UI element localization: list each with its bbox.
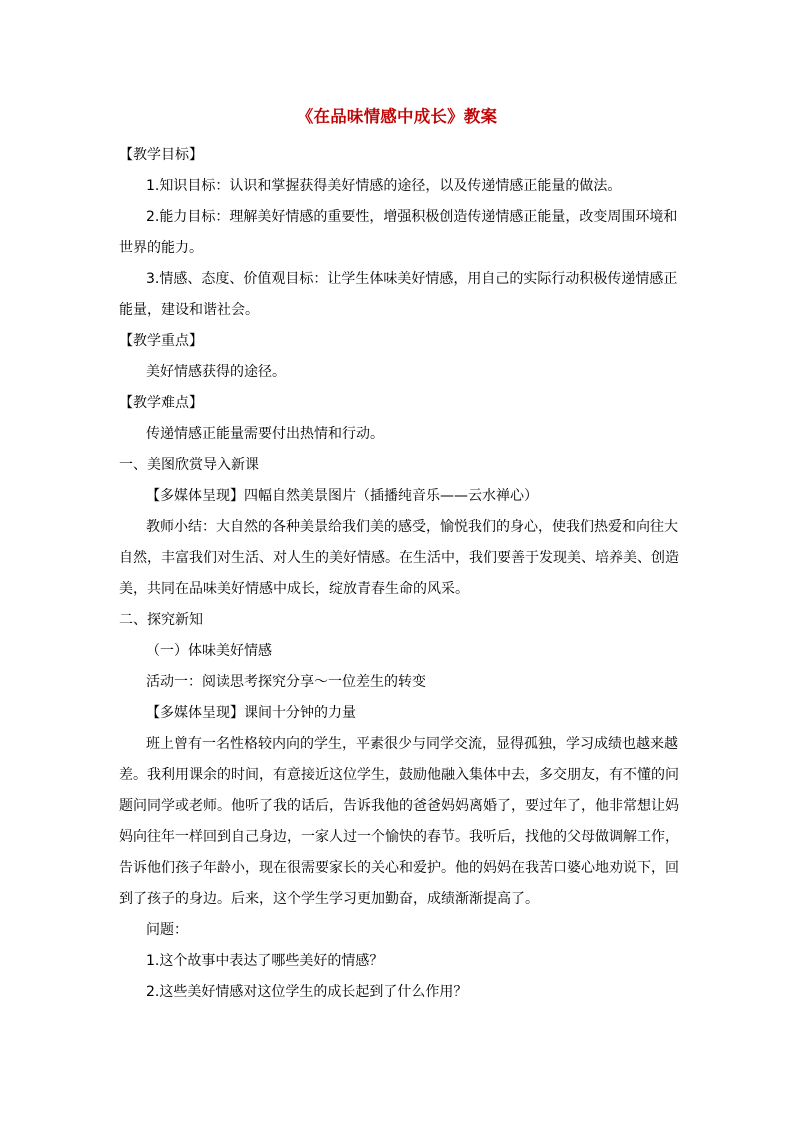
subsection-heading-1: （一）体味美好情感	[146, 643, 272, 659]
goal-ability-line1: 2.能力目标：理解美好情感的重要性，增强积极创造传递情感正能量，改变周围环境和	[146, 209, 678, 225]
teacher-summary-line1: 教师小结：大自然的各种美景给我们美的感受，愉悦我们的身心，使我们热爱和向往大	[146, 519, 678, 535]
story-line4: 妈向往年一样回到自己身边，一家人过一个愉快的春节。我听后，找他的父母做调解工作，	[119, 829, 679, 845]
story-line3: 题问同学或老师。他听了我的话后，告诉我他的爸爸妈妈离婚了，要过年了，他非常想让妈	[119, 798, 679, 814]
activity-one: 活动一：阅读思考探究分享～一位差生的转变	[146, 674, 426, 690]
multimedia-note-1: 【多媒体呈现】四幅自然美景图片（插播纯音乐——云水禅心）	[146, 488, 538, 504]
questions-label: 问题：	[146, 922, 188, 938]
goal-emotion-line2: 能量，建设和谐社会。	[119, 302, 259, 318]
story-line1: 班上曾有一名性格较内向的学生，平素很少与同学交流，显得孤独，学习成绩也越来越	[146, 736, 678, 752]
section-heading-1: 一、美图欣赏导入新课	[119, 457, 259, 473]
heading-teaching-goals: 【教学目标】	[119, 147, 203, 163]
question-1: 1.这个故事中表达了哪些美好的情感？	[146, 953, 384, 969]
section-heading-2: 二、探究新知	[119, 612, 203, 628]
story-line6: 到了孩子的身边。后来，这个学生学习更加勤奋，成绩渐渐提高了。	[119, 891, 539, 907]
heading-key-points: 【教学重点】	[119, 333, 203, 349]
document-title: 《在品味情感中成长》教案	[296, 107, 498, 126]
question-2: 2.这些美好情感对这位学生的成长起到了什么作用？	[146, 984, 468, 1000]
difficulty-text: 传递情感正能量需要付出热情和行动。	[146, 426, 384, 442]
teacher-summary-line2: 自然，丰富我们对生活、对人生的美好情感。在生活中，我们要善于发现美、培养美、创造	[119, 550, 679, 566]
goal-emotion-line1: 3.情感、态度、价值观目标：让学生体味美好情感，用自己的实际行动积极传递情感正	[146, 271, 678, 287]
heading-difficulties: 【教学难点】	[119, 395, 203, 411]
story-line5: 告诉他们孩子年龄小，现在很需要家长的关心和爱护。他的妈妈在我苦口婆心地劝说下，回	[119, 860, 679, 876]
multimedia-note-2: 【多媒体呈现】课间十分钟的力量	[146, 705, 356, 721]
key-point-text: 美好情感获得的途径。	[146, 364, 286, 380]
story-line2: 差。我利用课余的时间，有意接近这位学生，鼓励他融入集体中去，多交朋友，有不懂的问	[119, 767, 679, 783]
goal-ability-line2: 世界的能力。	[119, 240, 203, 256]
teacher-summary-line3: 美，共同在品味美好情感中成长，绽放青春生命的风采。	[119, 581, 469, 597]
goal-knowledge: 1.知识目标：认识和掌握获得美好情感的途径，以及传递情感正能量的做法。	[146, 178, 622, 194]
